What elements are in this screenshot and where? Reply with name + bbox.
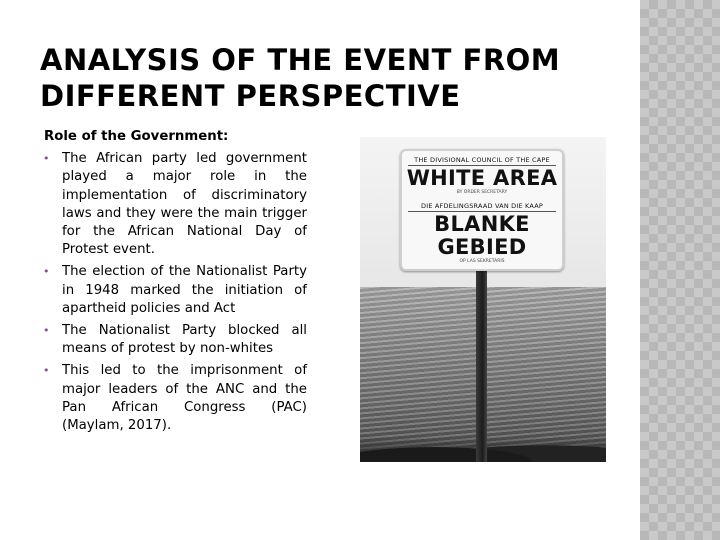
sign-line-op-las: OP LAS SEKRETARIS xyxy=(459,259,505,264)
beach-sign-photo xyxy=(360,137,606,462)
bullet-text: This led to the imprisonment of major leaders of the ANC and the Pan African Congress (PAC) (Maylam, 2017). xyxy=(62,363,307,434)
sign-line-afdelingsraad: DIE AFDELINGSRAAD VAN DIE KAAP xyxy=(421,202,543,210)
bullet-text: The election of the Nationalist Party in 1948 marked the initiation of apartheid policies and Act xyxy=(62,264,307,316)
list-item xyxy=(42,362,307,435)
slide-title: ANALYSIS OF THE EVENT FROM DIFFERENT PERSPECTIVE xyxy=(40,43,561,113)
list-item xyxy=(42,322,307,358)
sign-line-white-area: WHITE AREA xyxy=(406,166,558,190)
bullet-list xyxy=(42,150,307,435)
sign-line-blanke-gebied: BLANKE GEBIED xyxy=(434,212,530,259)
subheading: Role of the Government: xyxy=(44,129,229,144)
list-item xyxy=(42,263,307,318)
bullet-icon: • xyxy=(43,152,50,166)
bullet-text: The Nationalist Party blocked all means of protest by non-whites xyxy=(62,323,307,357)
bullet-text: The African party led government played a major role in the implementation of discriminatory laws and they were the main trigger for the African National Day of Protest event. xyxy=(62,151,307,258)
content-column xyxy=(42,128,307,439)
sign-pole xyxy=(476,257,487,462)
bullet-icon: • xyxy=(43,265,50,279)
apartheid-sign xyxy=(400,149,564,271)
sign-line-council: THE DIVISIONAL COUNCIL OF THE CAPE xyxy=(414,156,550,164)
sign-line-order: BY ORDER SECRETARY xyxy=(456,190,508,195)
bullet-icon: • xyxy=(43,324,50,338)
list-item xyxy=(42,150,307,259)
decorative-side-pattern xyxy=(640,0,720,540)
bullet-icon: • xyxy=(43,364,50,378)
